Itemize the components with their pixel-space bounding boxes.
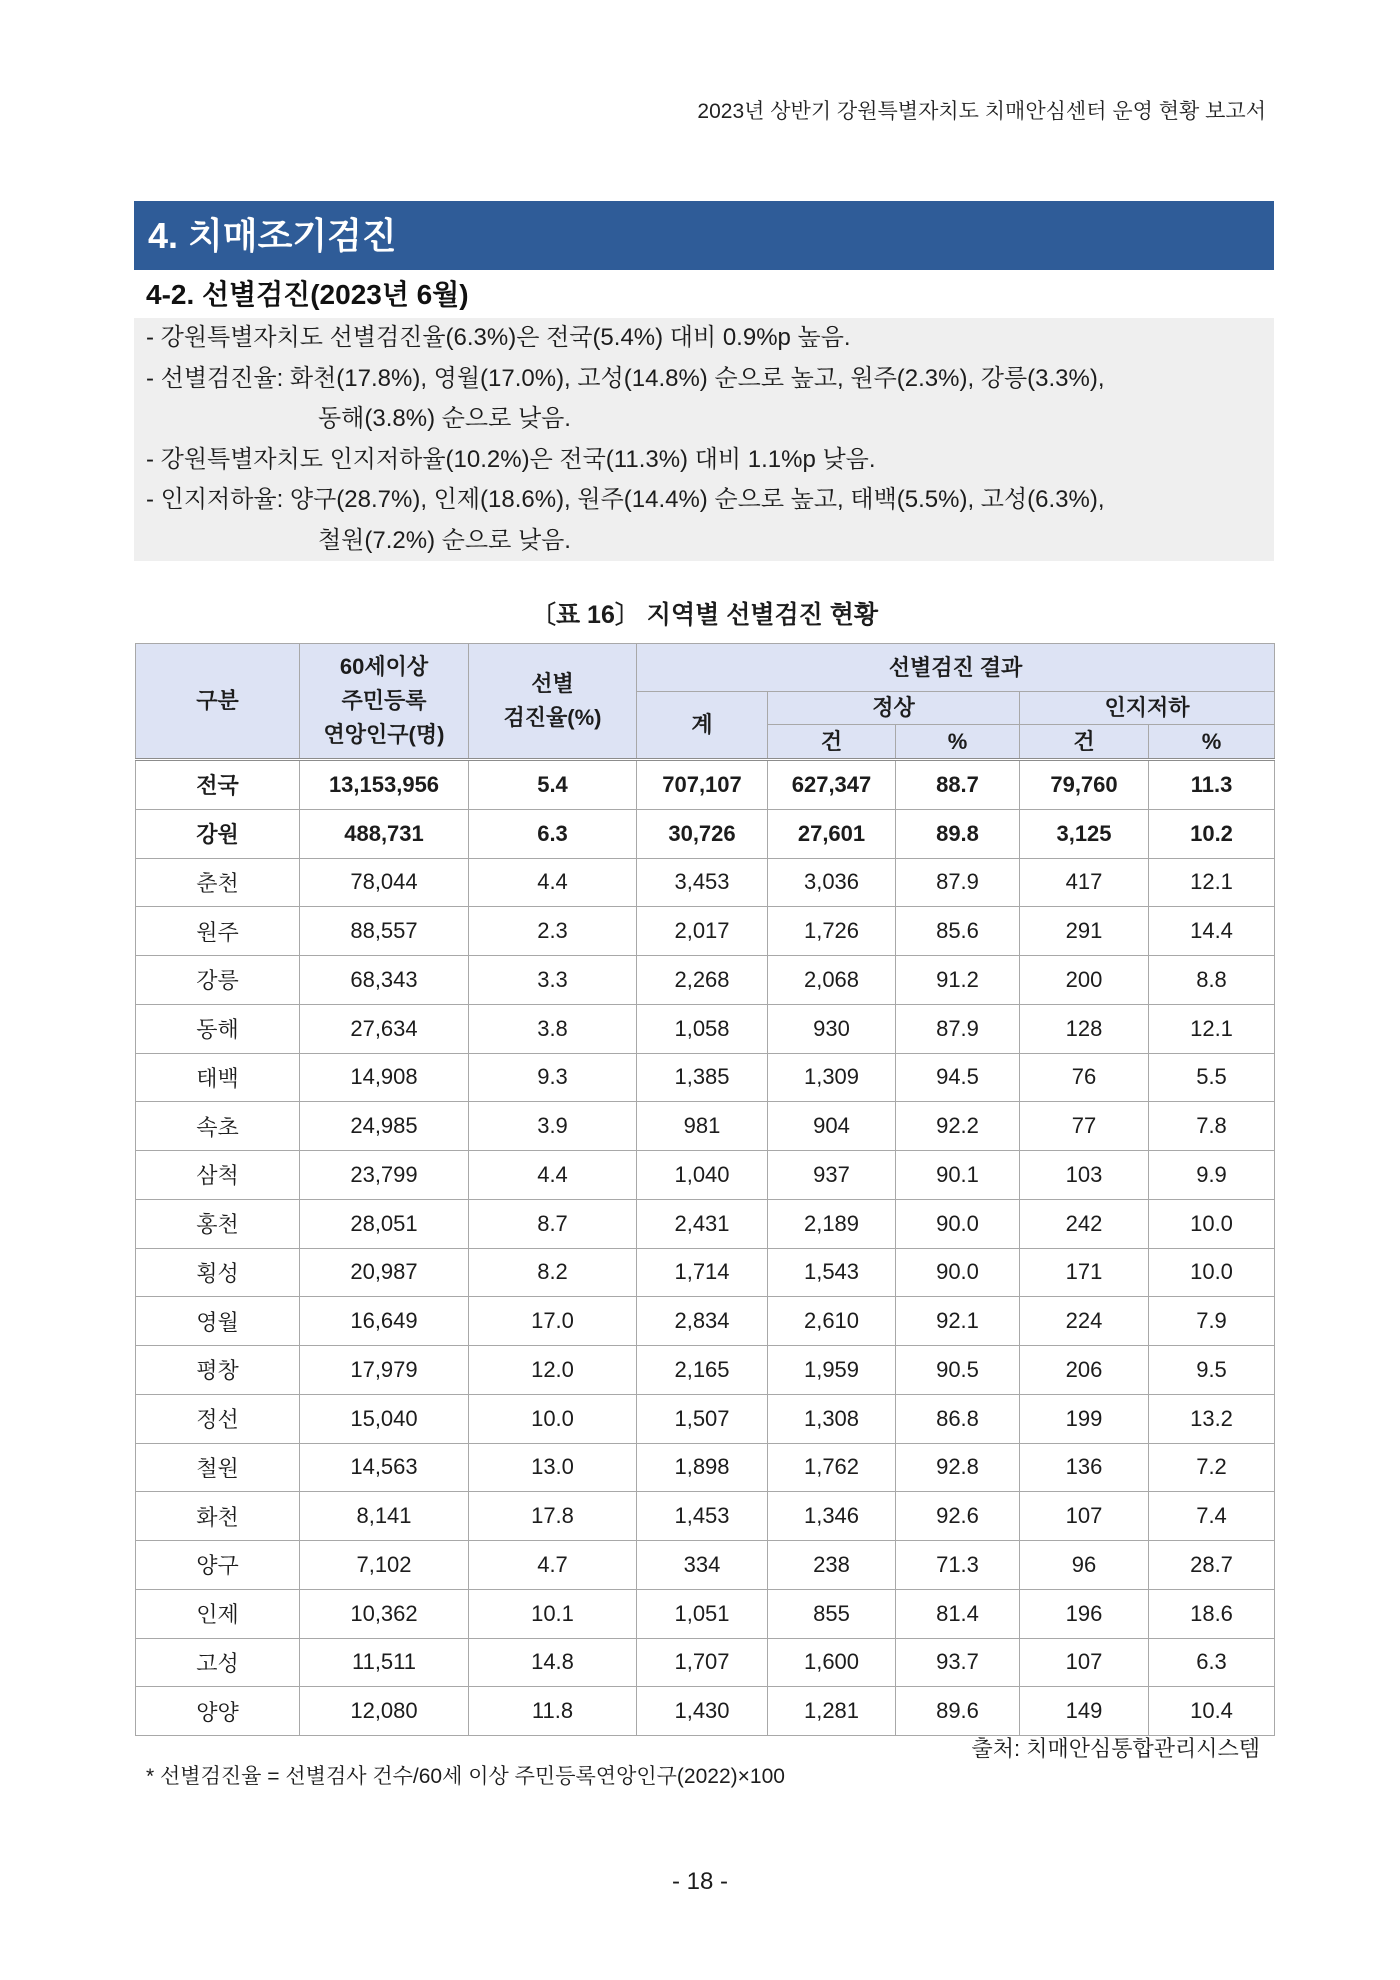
cell-decline-pct: 10.4 — [1149, 1687, 1275, 1736]
cell-screening-rate: 10.0 — [469, 1394, 637, 1443]
cell-total: 1,507 — [637, 1394, 768, 1443]
summary-bullet-continuation: 동해(3.8%) 순으로 낮음. — [318, 405, 571, 432]
cell-normal-pct: 71.3 — [896, 1541, 1020, 1590]
cell-decline-count: 242 — [1020, 1199, 1149, 1248]
cell-region: 양구 — [136, 1541, 300, 1590]
page-number: - 18 - — [671, 1868, 728, 1895]
table-row — [136, 1102, 1275, 1151]
cell-region: 홍천 — [136, 1199, 300, 1248]
cell-screening-rate: 17.0 — [469, 1297, 637, 1346]
cell-region: 태백 — [136, 1053, 300, 1102]
cell-normal-pct: 93.7 — [896, 1638, 1020, 1687]
header-region: 구분 — [136, 644, 300, 760]
cell-normal-count: 3,036 — [768, 858, 896, 907]
cell-normal-count: 1,726 — [768, 907, 896, 956]
cell-normal-count: 627,347 — [768, 760, 896, 810]
cell-normal-pct: 89.8 — [896, 809, 1020, 858]
cell-population: 68,343 — [300, 956, 469, 1005]
cell-region: 고성 — [136, 1638, 300, 1687]
section-title: 4. 치매조기검진 — [148, 215, 397, 256]
cell-screening-rate: 17.8 — [469, 1492, 637, 1541]
cell-decline-pct: 18.6 — [1149, 1589, 1275, 1638]
cell-screening-rate: 4.4 — [469, 1151, 637, 1200]
cell-region: 강원 — [136, 809, 300, 858]
cell-normal-pct: 90.1 — [896, 1151, 1020, 1200]
cell-total: 30,726 — [637, 809, 768, 858]
cell-population: 20,987 — [300, 1248, 469, 1297]
cell-population: 13,153,956 — [300, 760, 469, 810]
cell-decline-pct: 9.9 — [1149, 1151, 1275, 1200]
cell-decline-count: 199 — [1020, 1394, 1149, 1443]
cell-normal-pct: 87.9 — [896, 1004, 1020, 1053]
cell-population: 27,634 — [300, 1004, 469, 1053]
cell-population: 88,557 — [300, 907, 469, 956]
table-row — [136, 1199, 1275, 1248]
cell-screening-rate: 11.8 — [469, 1687, 637, 1736]
table-row — [136, 1248, 1275, 1297]
table-row — [136, 1687, 1275, 1736]
cell-screening-rate: 13.0 — [469, 1443, 637, 1492]
cell-population: 17,979 — [300, 1346, 469, 1395]
cell-decline-pct: 5.5 — [1149, 1053, 1275, 1102]
cell-population: 14,563 — [300, 1443, 469, 1492]
cell-region: 평창 — [136, 1346, 300, 1395]
summary-box — [134, 318, 1274, 561]
cell-population: 10,362 — [300, 1589, 469, 1638]
cell-population: 28,051 — [300, 1199, 469, 1248]
cell-population: 11,511 — [300, 1638, 469, 1687]
cell-screening-rate: 3.3 — [469, 956, 637, 1005]
cell-decline-count: 96 — [1020, 1541, 1149, 1590]
cell-normal-count: 1,309 — [768, 1053, 896, 1102]
cell-total: 2,834 — [637, 1297, 768, 1346]
cell-population: 78,044 — [300, 858, 469, 907]
cell-decline-count: 79,760 — [1020, 760, 1149, 810]
cell-total: 1,051 — [637, 1589, 768, 1638]
cell-normal-count: 27,601 — [768, 809, 896, 858]
table-row — [136, 1151, 1275, 1200]
cell-total: 1,707 — [637, 1638, 768, 1687]
cell-screening-rate: 10.1 — [469, 1589, 637, 1638]
cell-normal-count: 855 — [768, 1589, 896, 1638]
cell-normal-count: 2,189 — [768, 1199, 896, 1248]
cell-total: 1,430 — [637, 1687, 768, 1736]
cell-region: 강릉 — [136, 956, 300, 1005]
cell-normal-count: 1,308 — [768, 1394, 896, 1443]
cell-population: 8,141 — [300, 1492, 469, 1541]
cell-normal-pct: 92.8 — [896, 1443, 1020, 1492]
cell-region: 횡성 — [136, 1248, 300, 1297]
cell-decline-pct: 10.0 — [1149, 1199, 1275, 1248]
cell-population: 14,908 — [300, 1053, 469, 1102]
header-normal: 정상 — [768, 692, 1020, 725]
cell-region: 인제 — [136, 1589, 300, 1638]
cell-normal-count: 1,959 — [768, 1346, 896, 1395]
cell-normal-pct: 91.2 — [896, 956, 1020, 1005]
cell-region: 양양 — [136, 1687, 300, 1736]
cell-region: 전국 — [136, 760, 300, 810]
cell-total: 2,268 — [637, 956, 768, 1005]
cell-population: 7,102 — [300, 1541, 469, 1590]
table-row — [136, 1589, 1275, 1638]
cell-population: 488,731 — [300, 809, 469, 858]
cell-screening-rate: 4.7 — [469, 1541, 637, 1590]
table-row — [136, 1443, 1275, 1492]
cell-normal-pct: 92.2 — [896, 1102, 1020, 1151]
cell-normal-pct: 86.8 — [896, 1394, 1020, 1443]
cell-decline-pct: 12.1 — [1149, 858, 1275, 907]
cell-screening-rate: 9.3 — [469, 1053, 637, 1102]
table-row — [136, 907, 1275, 956]
cell-decline-count: 206 — [1020, 1346, 1149, 1395]
cell-total: 2,165 — [637, 1346, 768, 1395]
cell-decline-count: 107 — [1020, 1638, 1149, 1687]
cell-region: 춘천 — [136, 858, 300, 907]
cell-decline-pct: 7.4 — [1149, 1492, 1275, 1541]
cell-population: 16,649 — [300, 1297, 469, 1346]
cell-normal-pct: 90.0 — [896, 1248, 1020, 1297]
cell-total: 2,431 — [637, 1199, 768, 1248]
cell-normal-pct: 89.6 — [896, 1687, 1020, 1736]
summary-bullet-continuation: 철원(7.2%) 순으로 낮음. — [318, 526, 571, 554]
cell-total: 707,107 — [637, 760, 768, 810]
cell-population: 15,040 — [300, 1394, 469, 1443]
cell-region: 속초 — [136, 1102, 300, 1151]
header-decline-count: 건 — [1020, 725, 1149, 760]
table-row — [136, 1053, 1275, 1102]
cell-decline-pct: 28.7 — [1149, 1541, 1275, 1590]
cell-decline-count: 171 — [1020, 1248, 1149, 1297]
cell-normal-pct: 94.5 — [896, 1053, 1020, 1102]
cell-normal-count: 904 — [768, 1102, 896, 1151]
cell-screening-rate: 3.9 — [469, 1102, 637, 1151]
cell-decline-count: 224 — [1020, 1297, 1149, 1346]
cell-region: 영월 — [136, 1297, 300, 1346]
summary-bullet: - 강원특별자치도 선별검진율(6.3%)은 전국(5.4%) 대비 0.9%p 높음. — [146, 324, 851, 351]
cell-normal-pct: 90.5 — [896, 1346, 1020, 1395]
cell-decline-pct: 8.8 — [1149, 956, 1275, 1005]
cell-total: 981 — [637, 1102, 768, 1151]
summary-bullet: - 선별검진율: 화천(17.8%), 영월(17.0%), 고성(14.8%) 순으로 높고, 원주(2.3%), 강릉(3.3%), — [146, 364, 1105, 392]
table-row — [136, 1004, 1275, 1053]
header-total: 계 — [637, 692, 768, 760]
cell-decline-count: 417 — [1020, 858, 1149, 907]
cell-screening-rate: 8.7 — [469, 1199, 637, 1248]
cell-total: 1,385 — [637, 1053, 768, 1102]
cell-normal-count: 2,068 — [768, 956, 896, 1005]
cell-screening-rate: 4.4 — [469, 858, 637, 907]
cell-screening-rate: 14.8 — [469, 1638, 637, 1687]
table-row — [136, 1346, 1275, 1395]
footnote: * 선별검진율 = 선별검사 건수/60세 이상 주민등록연앙인구(2022)×100 — [146, 1765, 785, 1788]
table-row — [136, 858, 1275, 907]
cell-total: 1,898 — [637, 1443, 768, 1492]
cell-screening-rate: 5.4 — [469, 760, 637, 810]
summary-bullet: - 인지저하율: 양구(28.7%), 인제(18.6%), 원주(14.4%) 순으로 높고, 태백(5.5%), 고성(6.3%), — [146, 486, 1105, 513]
cell-region: 정선 — [136, 1394, 300, 1443]
cell-population: 24,985 — [300, 1102, 469, 1151]
cell-population: 23,799 — [300, 1151, 469, 1200]
section-heading-bar — [134, 201, 1274, 270]
cell-normal-count: 1,762 — [768, 1443, 896, 1492]
cell-normal-pct: 81.4 — [896, 1589, 1020, 1638]
cell-screening-rate: 3.8 — [469, 1004, 637, 1053]
cell-decline-count: 3,125 — [1020, 809, 1149, 858]
cell-normal-count: 2,610 — [768, 1297, 896, 1346]
screening-table — [135, 643, 1275, 1736]
cell-normal-count: 238 — [768, 1541, 896, 1590]
cell-decline-count: 103 — [1020, 1151, 1149, 1200]
cell-region: 화천 — [136, 1492, 300, 1541]
table-caption: 〔표 16〕 지역별 선별검진 현황 — [530, 601, 879, 629]
cell-normal-count: 930 — [768, 1004, 896, 1053]
cell-decline-pct: 10.0 — [1149, 1248, 1275, 1297]
table-row — [136, 809, 1275, 858]
header-normal-count: 건 — [768, 725, 896, 760]
cell-decline-count: 76 — [1020, 1053, 1149, 1102]
table-row — [136, 1297, 1275, 1346]
cell-total: 1,058 — [637, 1004, 768, 1053]
cell-normal-pct: 85.6 — [896, 907, 1020, 956]
cell-screening-rate: 8.2 — [469, 1248, 637, 1297]
cell-normal-count: 937 — [768, 1151, 896, 1200]
cell-normal-pct: 90.0 — [896, 1199, 1020, 1248]
cell-decline-count: 149 — [1020, 1687, 1149, 1736]
cell-total: 1,040 — [637, 1151, 768, 1200]
cell-decline-count: 107 — [1020, 1492, 1149, 1541]
cell-total: 1,714 — [637, 1248, 768, 1297]
table-row — [136, 1541, 1275, 1590]
header-population: 60세이상 주민등록 연앙인구(명) — [300, 644, 469, 760]
table-row — [136, 1492, 1275, 1541]
cell-region: 삼척 — [136, 1151, 300, 1200]
header-screening-results: 선별검진 결과 — [637, 644, 1275, 692]
cell-region: 철원 — [136, 1443, 300, 1492]
cell-decline-pct: 11.3 — [1149, 760, 1275, 810]
table-row — [136, 1394, 1275, 1443]
cell-region: 원주 — [136, 907, 300, 956]
cell-decline-count: 136 — [1020, 1443, 1149, 1492]
cell-normal-pct: 92.1 — [896, 1297, 1020, 1346]
header-screening-rate: 선별 검진율(%) — [469, 644, 637, 760]
cell-normal-pct: 92.6 — [896, 1492, 1020, 1541]
table-row — [136, 956, 1275, 1005]
header-decline-pct: % — [1149, 725, 1275, 760]
cell-region: 동해 — [136, 1004, 300, 1053]
source-note: 출처: 치매안심통합관리시스템 — [971, 1736, 1260, 1761]
cell-decline-count: 77 — [1020, 1102, 1149, 1151]
cell-decline-pct: 12.1 — [1149, 1004, 1275, 1053]
cell-decline-count: 196 — [1020, 1589, 1149, 1638]
report-title: 2023년 상반기 강원특별자치도 치매안심센터 운영 현황 보고서 — [697, 100, 1266, 123]
cell-screening-rate: 12.0 — [469, 1346, 637, 1395]
cell-total: 2,017 — [637, 907, 768, 956]
table-row — [136, 1638, 1275, 1687]
cell-screening-rate: 2.3 — [469, 907, 637, 956]
cell-decline-pct: 14.4 — [1149, 907, 1275, 956]
cell-total: 1,453 — [637, 1492, 768, 1541]
header-cognitive-decline: 인지저하 — [1020, 692, 1275, 725]
summary-bullet: - 강원특별자치도 인지저하율(10.2%)은 전국(11.3%) 대비 1.1%p 낮음. — [146, 445, 876, 473]
cell-decline-count: 291 — [1020, 907, 1149, 956]
cell-decline-pct: 7.8 — [1149, 1102, 1275, 1151]
cell-decline-pct: 13.2 — [1149, 1394, 1275, 1443]
cell-normal-count: 1,600 — [768, 1638, 896, 1687]
cell-decline-count: 200 — [1020, 956, 1149, 1005]
cell-screening-rate: 6.3 — [469, 809, 637, 858]
cell-decline-pct: 7.9 — [1149, 1297, 1275, 1346]
cell-decline-pct: 6.3 — [1149, 1638, 1275, 1687]
table-body — [136, 760, 1275, 1736]
cell-total: 334 — [637, 1541, 768, 1590]
cell-normal-count: 1,346 — [768, 1492, 896, 1541]
cell-normal-pct: 88.7 — [896, 760, 1020, 810]
cell-decline-pct: 10.2 — [1149, 809, 1275, 858]
table-row — [136, 760, 1275, 810]
cell-normal-pct: 87.9 — [896, 858, 1020, 907]
cell-decline-pct: 7.2 — [1149, 1443, 1275, 1492]
cell-normal-count: 1,543 — [768, 1248, 896, 1297]
cell-normal-count: 1,281 — [768, 1687, 896, 1736]
cell-population: 12,080 — [300, 1687, 469, 1736]
header-normal-pct: % — [896, 725, 1020, 760]
subsection-title: 4-2. 선별검진(2023년 6월) — [146, 279, 469, 310]
cell-total: 3,453 — [637, 858, 768, 907]
cell-decline-count: 128 — [1020, 1004, 1149, 1053]
cell-decline-pct: 9.5 — [1149, 1346, 1275, 1395]
